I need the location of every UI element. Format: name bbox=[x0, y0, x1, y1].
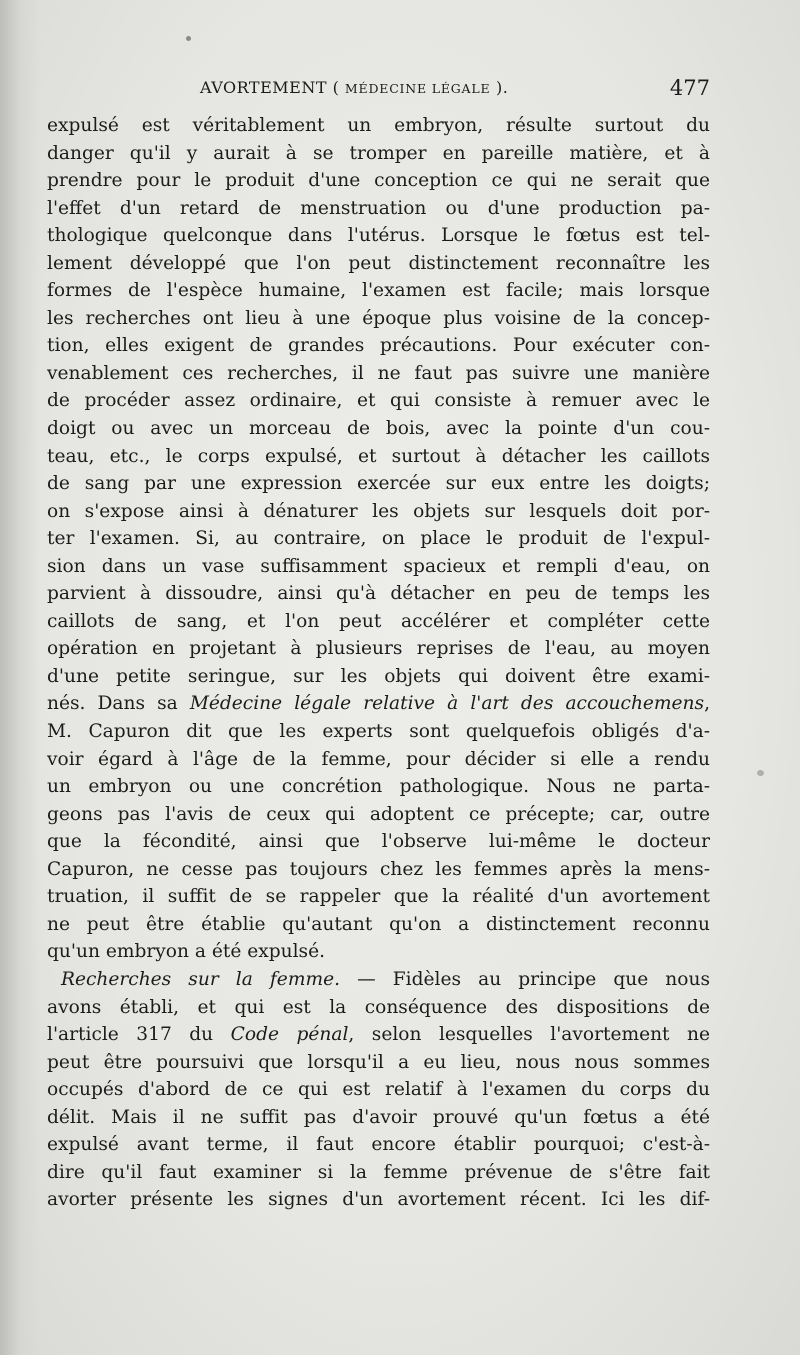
text-line: que la fécondité, ainsi que l'observe lui-même le docteur bbox=[47, 831, 710, 853]
text-line: tion, elles exigent de grandes précautions. Pour exécuter con- bbox=[47, 335, 710, 357]
running-head: AVORTEMENT ( MÉDECINE LÉGALE ). bbox=[200, 78, 509, 97]
text-line: doigt ou avec un morceau de bois, avec la pointe d'un cou- bbox=[47, 418, 710, 440]
text-line: truation, il suffit de se rappeler que la réalité d'un avortement bbox=[47, 886, 710, 908]
text-line: M. Capuron dit que les experts sont quelquefois obligés d'a- bbox=[47, 721, 710, 743]
text-line: délit. Mais il ne suffit pas d'avoir prouvé qu'un fœtus a été bbox=[47, 1106, 710, 1128]
page-number: 477 bbox=[669, 76, 710, 100]
page-header bbox=[47, 76, 710, 102]
text-line: parvient à dissoudre, ainsi qu'à détacher en peu de temps les bbox=[47, 583, 710, 605]
text-line: l'effet d'un retard de menstruation ou d'une production pa- bbox=[47, 197, 710, 219]
code-title: Code pénal bbox=[230, 1024, 349, 1046]
text-line: geons pas l'avis de ceux qui adoptent ce précepte; car, outre bbox=[47, 803, 710, 825]
text-line: avorter présente les signes d'un avortement récent. Ici les dif- bbox=[47, 1189, 710, 1211]
text-line: prendre pour le produit d'une conception ce qui ne serait que bbox=[47, 170, 710, 192]
text-line: de sang par une expression exercée sur eux entre les doigts; bbox=[47, 473, 710, 495]
text-line: sion dans un vase suffisamment spacieux et rempli d'eau, on bbox=[47, 555, 710, 577]
text-line: venablement ces recherches, il ne faut pas suivre une manière bbox=[47, 362, 710, 384]
text-line: de procéder assez ordinaire, et qui consiste à remuer avec le bbox=[47, 390, 710, 412]
binding-shadow bbox=[0, 0, 40, 1355]
text-line: danger qu'il y aurait à se tromper en pareille matière, et à bbox=[47, 142, 710, 164]
text-line: nés. Dans sa Médecine légale relative à l'art des accouchemens, bbox=[47, 693, 710, 715]
text-line: thologique quelconque dans l'utérus. Lorsque le fœtus est tel- bbox=[47, 225, 710, 247]
paper-speck bbox=[757, 770, 764, 776]
text-line: occupés d'abord de ce qui est relatif à l'examen du corps du bbox=[47, 1079, 710, 1101]
text-line: ter l'examen. Si, au contraire, on place le produit de l'expul- bbox=[47, 528, 710, 550]
text-line: ne peut être établie qu'autant qu'on a distinctement reconnu bbox=[47, 913, 710, 935]
text-line: on s'expose ainsi à dénaturer les objets sur lesquels doit por- bbox=[47, 500, 710, 522]
text-line: avons établi, et qui est la conséquence des dispositions de bbox=[47, 996, 710, 1018]
text-line: voir égard à l'âge de la femme, pour décider si elle a rendu bbox=[47, 748, 710, 770]
body-text bbox=[47, 112, 710, 1214]
text-line: peut être poursuivi que lorsqu'il a eu lieu, nous nous sommes bbox=[47, 1051, 710, 1073]
text-line: l'article 317 du Code pénal, selon lesquelles l'avortement ne bbox=[47, 1024, 710, 1046]
text-line: formes de l'espèce humaine, l'examen est facile; mais lorsque bbox=[47, 280, 710, 302]
section-title: Recherches sur la femme. bbox=[61, 968, 340, 990]
text-line: Recherches sur la femme. — Fidèles au principe que nous bbox=[61, 968, 710, 990]
text-line: expulsé est véritablement un embryon, résulte surtout du bbox=[47, 115, 710, 136]
text-line: d'une petite seringue, sur les objets qui doivent être exami- bbox=[47, 665, 710, 687]
text-line: teau, etc., le corps expulsé, et surtout à détacher les caillots bbox=[47, 445, 710, 467]
text-line: lement développé que l'on peut distinctement reconnaître les bbox=[47, 252, 710, 274]
text-line: opération en projetant à plusieurs reprises de l'eau, au moyen bbox=[47, 638, 710, 660]
text-line: qu'un embryon a été expulsé. bbox=[47, 941, 326, 963]
text-line: expulsé avant terme, il faut encore établir pourquoi; c'est-à- bbox=[47, 1134, 710, 1156]
text-line: Capuron, ne cesse pas toujours chez les femmes après la mens- bbox=[47, 858, 710, 880]
paper-speck bbox=[186, 36, 191, 41]
text-line: caillots de sang, et l'on peut accélérer et compléter cette bbox=[47, 610, 710, 632]
text-line: dire qu'il faut examiner si la femme prévenue de s'être fait bbox=[47, 1161, 710, 1183]
text-line: les recherches ont lieu à une époque plus voisine de la concep- bbox=[47, 307, 710, 329]
book-title: Médecine légale relative à l'art des accouchemens bbox=[189, 693, 705, 715]
text-line: un embryon ou une concrétion pathologique. Nous ne parta- bbox=[47, 776, 710, 798]
